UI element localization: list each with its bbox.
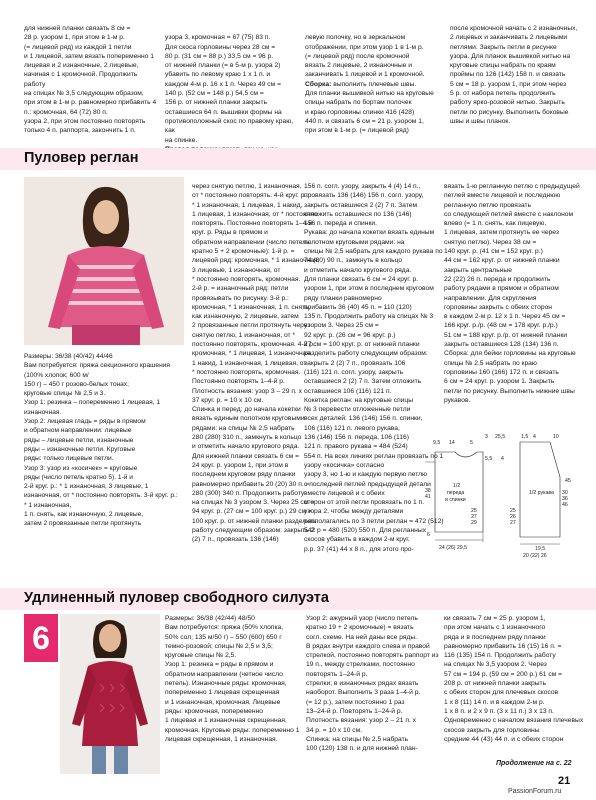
- top-column-1: для нижней планки связать 8 см = 28 р. узором 1, при этом в 1-м р. (= лицевой ряд) из каждой 1 петли и 1 лицевой, затем вязать попеременно 1 лицевая и 2 изнаночные, 2 лицевые, начиная с 1 кромочной. Продолжить работу на спицах № 3,5 следующим образом, при этом в 1-м р. равномерно прибавить 4 п.: кромочная, 64 (72) 80 п. узора 2, при этом постоянно повторять только 4 п. раппорта, закончить 1 п.: [24, 25, 157, 135]
- diagram-label-e: 25,5: [495, 434, 506, 440]
- diagram-label-ad: 4: [501, 456, 504, 462]
- woman-in-raglan-sweater-image: [24, 177, 184, 345]
- top-column-3-text: левую полочку, но в зеркальном отображении, при этом узор 1 в 1-м р. (= лицевой ряд) после кромочной вязать 2 лицевые, 2 изнаночные и заканчивать 1 лицевой и 1 кромочной.: [305, 34, 425, 79]
- pattern-diagram: [425, 432, 585, 562]
- diagram-label-w: 46: [562, 502, 568, 508]
- diagram-label-u: 30: [562, 490, 568, 496]
- diagram-label-y: 20 (22) 26: [523, 553, 547, 559]
- diagram-label-n: и спинки: [445, 497, 466, 503]
- section-6-column-2: Узор 2: ажурный узор (число петель кратно 19 + 2 кромочные) = вязать согл. схеме. На ней даны все ряды. В рядах внутри каждого слева и правой стрелкой, постоянно повторять раппорт из 19 п., между стрелками, постоянно повторять 1–24-й р. стрелки; в изнаночных рядах вязать наоборот. Выполнить 3 раза 1–4-й р. (= 12 р.), затем постоянно 1 раз 13–24-й р. Повторять 1–24-й р. Плотность вязания: узор 2 – 21 п. х 34 р. = 10 х 10 см. Спинка: на спицы № 2,5 набрать 100 (120) 138 п. и для нижней план-: [306, 615, 439, 753]
- site-watermark: PassionForum.ru: [508, 788, 562, 795]
- continued-on-page-note: Продолжение на с. 22: [496, 760, 572, 767]
- section-5-column-3: 156 п. согл. узору, закрыть 4 (4) 14 п., провязать 136 (146) 156 п. согл. узору, закрыть оставшиеся 2 (2) 7 п. Затем отложить оставшиеся по 136 (146) 156 п. переда и спинки. Рукава: до начала кокетки вязать единым полотном круговыми рядами: на спицы № 2,5 набрать для каждого рукава по 74 (80) 90 п., замкнуть в кольцо и отметить начало кругового ряда. Для планки связать 6 см = 24 круг. р. узором 1, при этом в последнем круговом ряду планки равномерно прибавить 36 (40) 45 п. = 110 (120) 135 п. Продолжить работу на спицах № 3 узором 3. Через 25 см = 92 круг. р. (26 см = 96 круг. р.) 27 см = 100 круг. р. от нижней планки разделить работу следующим образом: закрыть 2 (2) 7 п., провязать 106 (116) 121 п. согл. узору, закрыть оставшиеся 2 (2) 7 п. Затем отложить оставшиеся 106 (116) 121 п. Кокетка реглан: на круговые спицы № 3 перевести отложенные петли всех деталей: 136 (146) 156 п. спинки, 106 (116) 121 п. левого рукава, 136 (146) 156 п. переда, 106 (116) 121 п. правого рукава = 484 (524) 554 п. На всех линиях реглан провязать по 1 узору «косичка» согласно узору 3, но 1-ю и каждую первую петлю с последней петлей предыдущей детали вместе лицевой и с обеих сторон от этой петли провязать по 1 п. узора 2, чтобы между деталями располагались по 3 петли реглан = 472 (512) 542 р = 480 (520) 550 п. Для регланных скосов убавить в каждом 2-м круг. р.р. 37 (41) 44 х 8 п., для этого про-: [304, 183, 444, 553]
- section-5-column-2: через снятую петлю, 1 изнаночная, от * постоянно повторять. 4-й круг. р.: * 1 изнаночная, 1 лицевая, 1 накид, 1 лицевая, 1 изнаночная, от * постоянно повторять. Постоянно повторять 1–4-й круг. р. Ряды в прямом и обратном направлении (число петель кратно 5 + 2 кромочные): 1-й р. = лицевой ряд: кромочная, * 1 изнаночная, 3 лицевые, 1 изнаночная, от * постоянно повторять, кромочная. 2-й р. = изнаночный ряд: петли провязывать по рисунку. 3-й р.: кромочная, * 1 изнаночная, 1 п. снять, как изнаночную, 2 лицевые, затем 2 провязанные петли протянуть через снятую петлю, 1 изнаночная, от * постоянно повторять, кромочная. 4-й р.: кромочная, * 1 лицевая, 1 изнаночная, 1 накид, 1 изнаночная, 1 лицевая, от * постоянно повторять, кромочная. Постоянно повторять 1–4-й р. Плотность вязания: узор 3 – 29 п. х 37 круг. р. = 10 х 10 см. Спинка и перед: до начала кокетки вязать единым полотном круговыми рядами: на спицы № 2,5 набрать 280 (280) 310 п., замкнуть в кольцо и отметить начало кругового ряда. Для нижней планки связать 6 см = 24 круг. р. узором 1, при этом в последнем круговом ряду планки равномерно прибавить 20 (20) 30 п. = 280 (300) 340 п. Продолжить работу на спицах № 3 узором 3. Через 25 см = 94 круг. р. (27 см = 100 круг. р.) 29 см = 100 круг. р. от нижней планки разделить работу следующим образом: закрыть 2 (2) 7 п., провязать 136 (146): [192, 183, 320, 544]
- diagram-label-aa: 26: [510, 514, 516, 520]
- sweater-photo-5: [24, 177, 184, 345]
- diagram-label-f: 1,5: [521, 434, 529, 440]
- diagram-label-c: 5: [470, 440, 473, 446]
- section-6-title: Удлиненный пуловер свободного силуэта: [24, 590, 329, 606]
- diagram-label-p: 27: [471, 514, 477, 520]
- diagram-label-a: 9,5: [433, 440, 441, 446]
- top-column-2: [165, 24, 300, 144]
- diagram-label-d: 3: [485, 434, 488, 440]
- page-number: 21: [558, 775, 571, 787]
- diagram-label-x: 19,5: [535, 546, 546, 552]
- assembly-text: выполнить плечевые швы. Для планки вышивкой нитью на круговые спицы набрать по бортам полочек и краю горловины спинки 416 (428) 440 п. и связать 6 см = 21 р. узором 1, при этом в 1-м р. (= лицевой ряд): [305, 80, 434, 135]
- diagram-label-o: 25: [471, 508, 477, 514]
- top-column-2-text: узора 3, кромочная = 67 (75) 83 п. Для скоса горловины через 28 см = 80 р. (31 см = 88 р.) 33,5 см = 96 р. от нижней планки (= в 5-м р. узора 2) убавить по левому краю 1 х 1 п. и каждом 4-м р. 16 х 1 п. Через 49 см = 140 р. (52 см = 148 р.) 54,5 см = 156 р. от нижней планки закрыть оставшиеся 64 п. вышивки формы на противоположный скос по правому краю, как на спинке.: [165, 34, 294, 144]
- top-column-4: после кромочной начать с 2 изнаночных, 2 лицевых и заканчивать 2 лицевыми петлями. Закрыть петли в рисунке узора. Для планок вышивкой нитью на круговые спицы набрать по краям проймы по 126 (142) 158 п. и связать 5 см = 18 р. узором 1, при этом через 5 р. от набора петель продолжить работу ярко-розовой нитью. Закрыть петли по рисунку. Выполнить боковые швы и швы планок.: [450, 25, 578, 125]
- sweater-photo-6: [60, 614, 160, 774]
- diagram-label-q: 29: [471, 520, 477, 526]
- section-6-column-1: Размеры: 36/38 (42/44) 48/50 Вам потребуется: пряжа (50% хлопка, 50% сол; 135 м/50 г) – 550 (600) 650 г темно-розовой; спицы № 2,5 и 3,5; круговые спицы № 2,5. Узор 1: резинка = ряды в прямом и обратном направлении (четное число петель). Изнаночные ряды: кромочная, попеременно 1 лицевая скрещенная и 1 изнаночная, кромочная. Лицевые ряды: кромочная, попеременно 1 лицевая и 1 изнаночная скрещенная, кромочная. Круговые ряды: попеременно 1 лицевая скрещенная, 1 изнаночная.: [165, 615, 300, 743]
- diagram-label-i: 45: [565, 478, 571, 484]
- diagram-label-v: 36: [562, 496, 568, 502]
- diagram-label-z: 25: [510, 508, 516, 514]
- diagram-label-h: 10: [553, 434, 559, 440]
- diagram-label-k: 41: [425, 494, 431, 500]
- diagram-label-l: 1/2: [453, 483, 461, 489]
- section-5-title: Пуловер реглан: [24, 150, 139, 166]
- diagram-label-ab: 27: [510, 520, 516, 526]
- diagram-label-b: 14: [449, 440, 455, 446]
- diagram-label-s: 24 (26) 29,5: [439, 545, 467, 551]
- section-5-sizes-and-materials: Размеры: 36/38 (40/42) 44/46 Вам потребуется: пряжа секционного крашения (100% хлопок; 600 м/ 150 г) – 450 г розово-белых тонах; круговые спицы № 2,5 и 3. Узор 1: резинка – попеременно 1 лицевая, 1 изнаночная. Узор 2: лицевая гладь = ряды в прямом и обратном направлении: лицевые ряды – лицевые петли, изнаночные ряды – изнаночные петли. Круговые ряды: только лицевые петли. Узор 3: узор из «косичек» = круговые ряды (число петель кратно 5). 1-й и 2-й круг. р.: * 1 изнаночная, 3 лицевые, 1 изнаночная, от * постоянно повторять. 3-й круг. р.: * 1 изнаночная, 1 п. снять, как изнаночную, 2 лицевые, затем 2 провязанные петли протянуть: [24, 353, 178, 528]
- diagram-label-t: 1/2 рукава: [529, 490, 554, 496]
- section-6-number-badge: 6: [24, 614, 58, 662]
- section-6-column-3: ки связать 7 см = 25 р. узором 1, при этом начать с 1 изнаночного ряда и в последнем ряду планки равномерно прибавить 16 (15) 16 п. = 116 (135) 154 п. Продолжить работу на спицах № 3,5 узором 2. Через 57 см = 194 р. (59 см = 200 р.) 61 см = 208 р. от нижней планки закрыть с обеих сторон для плечевых скосов 1 х 8 (11) 14 п. и в каждом 2-м р. 1 х 8 п. и 2 х 9 п. (3 х 11 п.) 3 х 13 п. Одновременно с началом вязания плечевых скосов закрыть для горловины средние 44 (43) 44 п. и с обеих сторон: [444, 615, 584, 743]
- diagram-label-ac: 5,5: [485, 456, 493, 462]
- diagram-label-r: 6: [427, 532, 430, 538]
- section-5-column-4: вязать 1-ю регланную петлю с предыдущей петлей вместе лицевой и последнюю регланную петлю провязать со следующей петлей вместе с наклоном влево (= 1 п. снять, как лицевую, 1 лицевая, затем протянуть ее через снятую петлю). Через 38 см = 140 круг. р. (41 см = 152 круг. р.) 44 см = 162 круг. р. от нижней планки закрыть центральные 22 (22) 26 п. переда и продолжить работу рядами в прямом и обратном направлении. Для скругления горловины закрыть с обеих сторон в каждом 2-м р. 12 х 1 п. Через 45 см = 166 круг. р./р. (48 см = 178 круг. р./р.) 51 см = 188 круг. р./р. от нижней планки закрыть оставшиеся 128 (134) 136 п. Сборка: для бейки горловины на круговые спицы № 2,5 набрать по краю горловины 160 (166) 172 п. и связать 6 см = 24 круг. р. узором 1. Закрыть петли по рисунку. Выполнить нижние швы рукавов.: [444, 183, 580, 404]
- top-column-3: [305, 24, 445, 144]
- woman-in-long-sweater-image: [60, 614, 160, 774]
- diagram-label-m: переда: [447, 490, 465, 496]
- assembly-heading: Сборка:: [305, 80, 332, 88]
- diagram-label-g: 4: [533, 434, 536, 440]
- diagram-label-j: 38: [425, 488, 431, 494]
